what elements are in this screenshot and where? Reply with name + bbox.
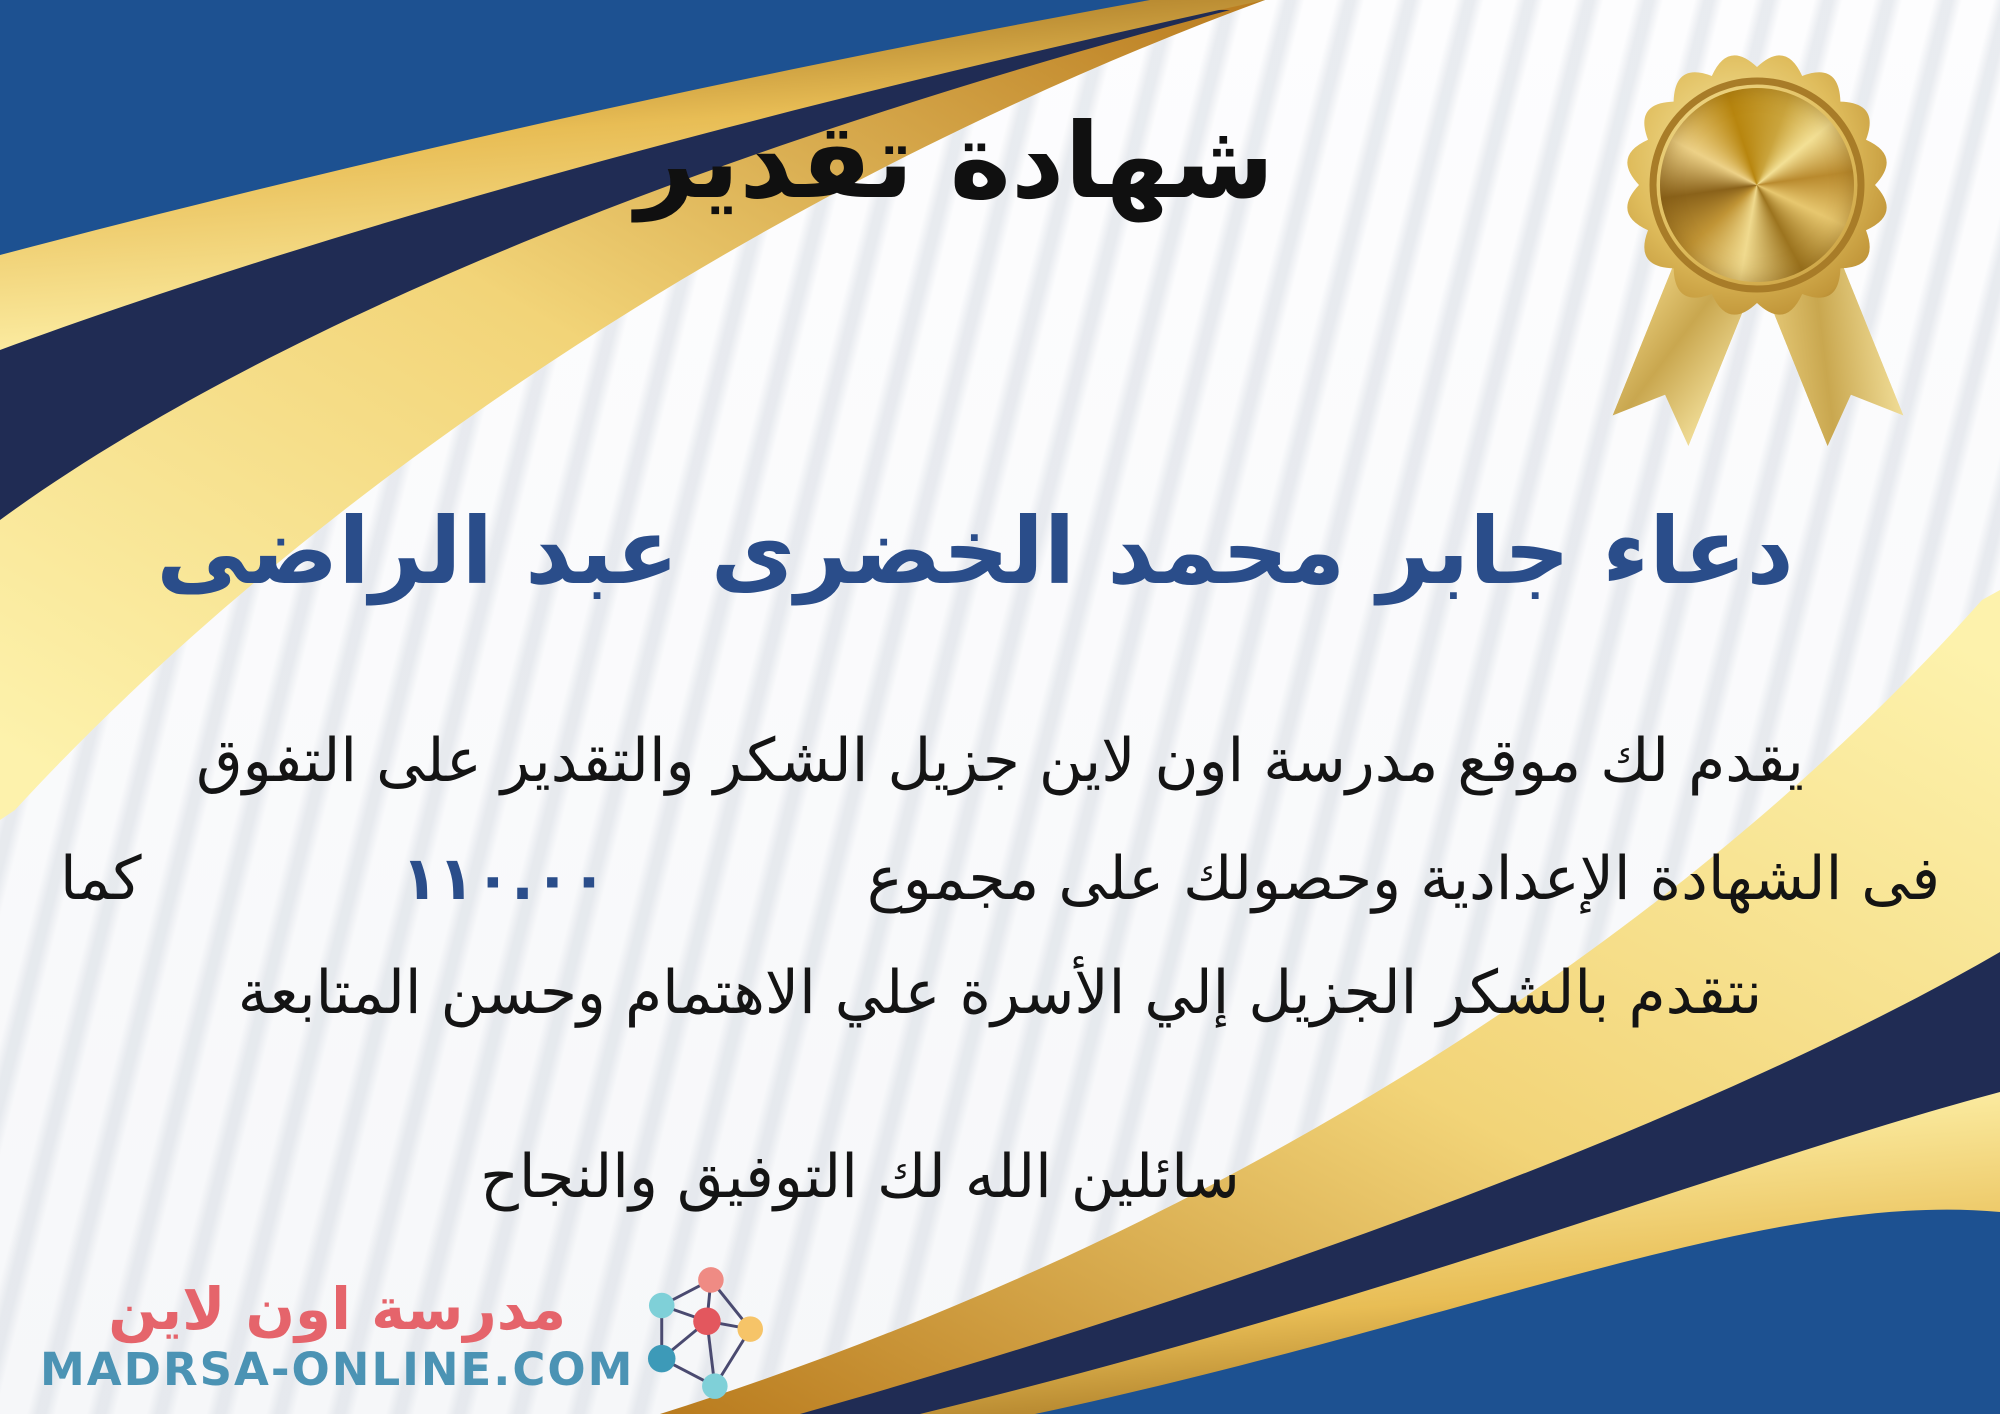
site-name-arabic: مدرسة اون لاين <box>108 1274 567 1343</box>
node-teal-bottom <box>702 1373 728 1399</box>
node-teal-left <box>649 1293 675 1319</box>
site-domain: MADRSA-ONLINE.COM <box>40 1342 635 1396</box>
network-graph-icon <box>646 1264 764 1406</box>
body-line-2-tail: كما <box>60 844 142 914</box>
body-line-2-text: فى الشهادة الإعدادية وحصولك على مجموع <box>866 844 1940 914</box>
node-red-center <box>694 1307 722 1335</box>
node-coral-top <box>699 1267 725 1293</box>
node-yellow-right <box>738 1316 764 1342</box>
closing-line: سائلين الله لك التوفيق والنجاح <box>480 1142 1240 1212</box>
certificate-title: شهادة تقدير <box>635 100 1275 222</box>
node-darkteal-bottomleft <box>648 1345 676 1373</box>
site-logo-text <box>40 1275 634 1396</box>
site-logo <box>40 1264 764 1406</box>
body-line-3: نتقدم بالشكر الجزيل إلي الأسرة علي الاهتمام وحسن المتابعة <box>237 958 1763 1028</box>
body-line-2 <box>60 844 1940 914</box>
body-line-1: يقدم لك موقع مدرسة اون لاين جزيل الشكر والتقدير على التفوق <box>196 726 1804 796</box>
student-name: دعاء جابر محمد الخضرى عبد الراضى <box>156 498 1794 605</box>
score-value: ١١٠.٠٠ <box>401 844 608 914</box>
